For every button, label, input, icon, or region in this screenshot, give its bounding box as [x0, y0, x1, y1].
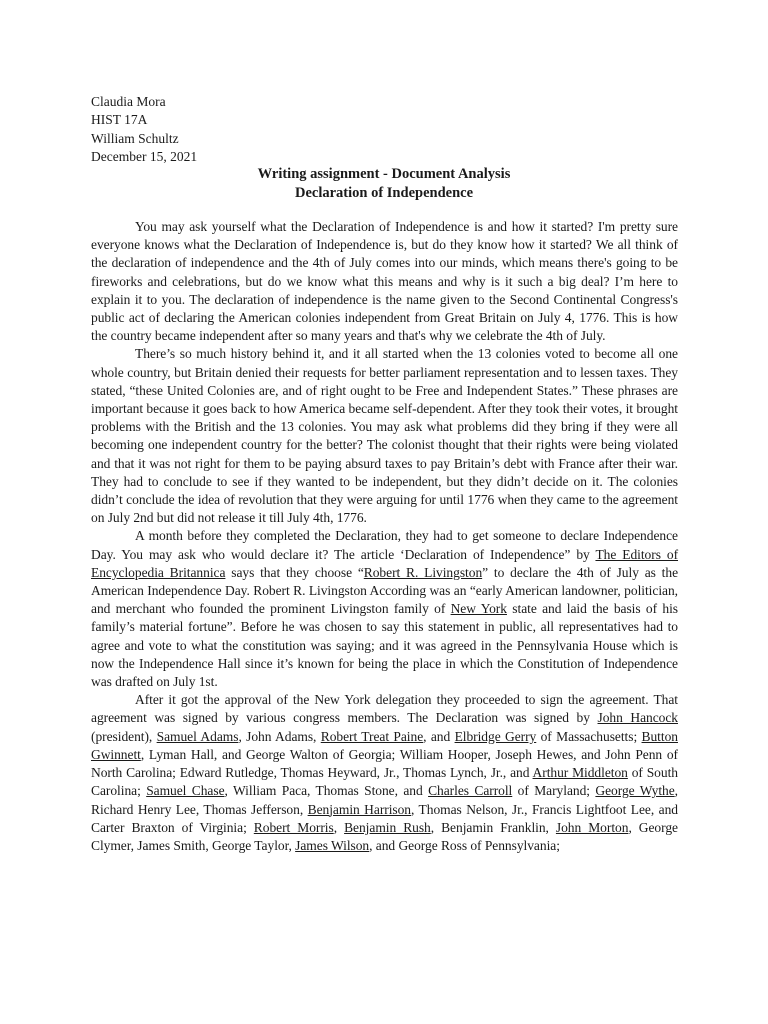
paragraph-3 [91, 527, 678, 691]
robert-morris-link[interactable]: Robert Morris [253, 819, 334, 835]
benjamin-rush-link[interactable]: Benjamin Rush [344, 819, 431, 835]
text-run: , [333, 819, 345, 835]
text-run: , and [423, 728, 455, 744]
title-block [0, 165, 768, 203]
text-run: , Richard Henry Lee, Thomas Jefferson, [91, 783, 678, 817]
robert-treat-paine-link[interactable]: Robert Treat Paine [320, 728, 424, 744]
benjamin-harrison-link[interactable]: Benjamin Harrison [307, 801, 412, 817]
text-run: , and George Ross of Pennsylvania; [369, 837, 560, 853]
course-code: HIST 17A [91, 112, 148, 128]
paragraph-4 [91, 691, 678, 855]
instructor-name: William Schultz [91, 130, 179, 146]
text-run: of Massachusetts; [536, 728, 642, 744]
text-run: (president), [91, 728, 157, 744]
john-morton-link[interactable]: John Morton [555, 819, 629, 835]
text-run: A month before they completed the Declaration, they had to get someone to declare Independence Day. You may ask who would declare it? The article ‘Declaration of Independence” by [91, 528, 678, 562]
document-title: Writing assignment - Document Analysis [257, 166, 511, 182]
document-subtitle: Declaration of Independence [294, 185, 473, 201]
paragraph-1: You may ask yourself what the Declaration of Independence is and how it started? I'm pretty sure everyone knows what the Declaration of Independence is, but do they know how it started? We all think of the declaration of independence and the 4th of July comes into our minds, which means there's going to be fireworks and celebrations, but do we know what this means and why is it such a big deal? I’m here to explain it to you. The declaration of independence is the name given to the Second Continental Congress's public act of declaring the American colonies independent from Great Britain on July 4, 1776. This is how the country became independent after so many years and that's why we celebrate the 4th of July. [91, 219, 678, 344]
submission-date: December 15, 2021 [91, 148, 198, 164]
text-run: , William Paca, Thomas Stone, and [224, 783, 429, 799]
text-run: , George Clymer, James Smith, George Taylor, [91, 819, 678, 853]
john-hancock-link[interactable]: John Hancock [597, 710, 678, 726]
text-run: of Maryland; [512, 783, 596, 799]
text-run: , Benjamin Franklin, [430, 819, 556, 835]
text-run: ” to declare the 4th of July as the American Independence Day. Robert R. Livingston According was an “early American landowner, politician, and merchant who founded the prominent Livingston family of [91, 564, 679, 617]
student-name: Claudia Mora [91, 94, 166, 109]
samuel-chase-link[interactable]: Samuel Chase [146, 783, 225, 799]
text-run: After it got the approval of the New York delegation they proceeded to sign the agreement. That agreement was signed by various congress members. The Declaration was signed by [91, 692, 678, 726]
elbridge-gerry-link[interactable]: Elbridge Gerry [454, 728, 537, 744]
charles-carroll-link[interactable]: Charles Carroll [428, 783, 513, 799]
text-run: , John Adams, [238, 728, 321, 744]
britannica-editors-link[interactable]: The Editors of Encyclopedia Britannica [91, 546, 679, 580]
samuel-adams-link[interactable]: Samuel Adams [156, 728, 239, 744]
essay-body [91, 218, 678, 855]
robert-livingston-link[interactable]: Robert R. Livingston [363, 564, 483, 580]
new-york-link[interactable]: New York [450, 601, 507, 617]
text-run: , Lyman Hall, and George Walton of Georgia; William Hooper, Joseph Hewes, and John Penn of North Carolina; Edward Rutledge, Thomas Heyward, Jr., Thomas Lynch, Jr., and [91, 746, 678, 781]
paragraph-2: There’s so much history behind it, and it all started when the 13 colonies voted to become all one whole country, but Britain denied their requests for better parliament representation and to lessen taxes. They stated, “these United Colonies are, and of right ought to be Free and Independent States.” These phrases are important because it goes back to how America became self-dependent. After they took their votes, it brought problems with the British and the 13 colonies. You may ask what problems did they bring if they were all becoming one independent country for the better? The colonist thought that their rights were being violated and that it was not right for them to be paying absurd taxes to pay Britain’s debt with France after their war. They had to conclude to see if they wanted to be independent, but they didn’t decide on it. The colonies didn’t conclude the idea of revolution that they were arguing for until 1776 when they came to the agreement on July 2nd but did not release it till July 4th, 1776. [91, 346, 678, 526]
arthur-middleton-link[interactable]: Arthur Middleton [532, 765, 628, 781]
button-gwinnett-link[interactable]: Button Gwinnett [91, 728, 678, 762]
author-header [91, 93, 197, 166]
text-run: , Thomas Nelson, Jr., Francis Lightfoot Lee, and Carter Braxton of Virginia; [91, 801, 678, 835]
text-run: state and laid the basis of his family’s material fortune”. Before he was chosen to say this statement in public, all representatives had to agree and vote to what the constitution was saying; and it was agreed in the Pennsylvania House which is now the Independence Hall since it’s known for being the place in which the Constitution of Independence was drafted on July 1st. [91, 601, 678, 690]
text-run: of South Carolina; [91, 765, 678, 799]
george-wythe-link[interactable]: George Wythe [595, 783, 675, 799]
james-wilson-link[interactable]: James Wilson [295, 837, 370, 853]
text-run: says that they choose “ [225, 564, 364, 580]
